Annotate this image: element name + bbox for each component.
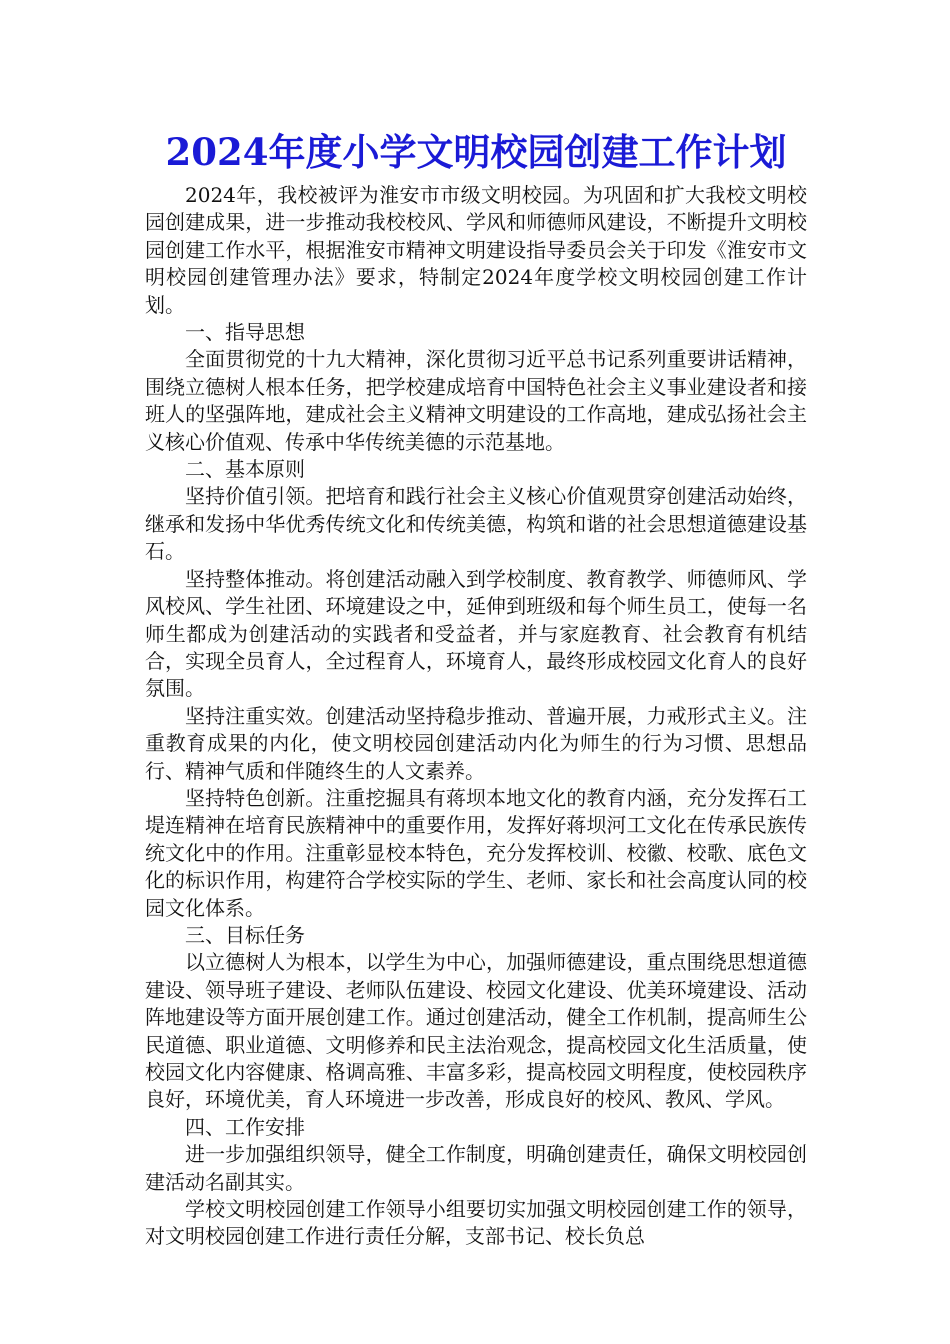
paragraph: 坚持注重实效。创建活动坚持稳步推动、普遍开展，力戒形式主义。注重教育成果的内化，使文明校园创建活动内化为师生的行为习惯、思想品行、精神气质和伴随终生的人文素养。: [145, 703, 807, 783]
document-page: [145, 128, 807, 1251]
paragraph: 坚持价值引领。把培育和践行社会主义核心价值观贯穿创建活动始终，继承和发扬中华优秀传统文化和传统美德，构筑和谐的社会思想道德建设基石。: [145, 484, 807, 564]
paragraph: 坚持特色创新。注重挖掘具有蒋坝本地文化的教育内涵，充分发挥石工堤连精神在培育民族精神中的重要作用，发挥好蒋坝河工文化在传承民族传统文化中的作用。注重彰显校本特色，充分发挥校训、校徽、校歌、底色文化的标识作用，构建符合学校实际的学生、老师、家长和社会高度认同的校园文化体系。: [145, 785, 807, 920]
section-heading-work-arrangement: 四、工作安排: [185, 1114, 305, 1139]
paragraph: 学校文明校园创建工作领导小组要切实加强文明校园创建工作的领导，对文明校园创建工作进行责任分解，支部书记、校长负总: [145, 1197, 807, 1249]
document-body: [145, 182, 807, 1251]
paragraph: 全面贯彻党的十九大精神，深化贯彻习近平总书记系列重要讲话精神，围绕立德树人根本任务，把学校建成培育中国特色社会主义事业建设者和接班人的坚强阵地，建成社会主义精神文明建设的工作高地，建成弘扬社会主义核心价值观、传承中华传统美德的示范基地。: [145, 347, 807, 454]
intro-paragraph: 2024年，我校被评为淮安市市级文明校园。为巩固和扩大我校文明校园创建成果，进一步推动我校校风、学风和师德师风建设，不断提升文明校园创建工作水平，根据淮安市精神文明建设指导委员会关于印发《淮安市文明校园创建管理办法》要求，特制定2024年度学校文明校园创建工作计划。: [145, 183, 807, 317]
paragraph: 坚持整体推动。将创建活动融入到学校制度、教育教学、师德师风、学风校风、学生社团、环境建设之中，延伸到班级和每个师生员工，使每一名师生都成为创建活动的实践者和受益者，并与家庭教育、社会教育有机结合，实现全员育人，全过程育人，环境育人，最终形成校园文化育人的良好氛围。: [145, 566, 807, 701]
document-title: 2024年度小学文明校园创建工作计划: [165, 130, 787, 174]
section-heading-goals-tasks: 三、目标任务: [185, 922, 305, 947]
paragraph: 以立德树人为根本，以学生为中心，加强师德建设，重点围绕思想道德建设、领导班子建设、老师队伍建设、校园文化建设、优美环境建设、活动阵地建设等方面开展创建工作。通过创建活动，健全工作机制，提高师生公民道德、职业道德、文明修养和民主法治观念，提高校园文化生活质量，使校园文化内容健康、格调高雅、丰富多彩，提高校园文明程度，使校园秩序良好，环境优美，育人环境进一步改善，形成良好的校风、教风、学风。: [145, 950, 807, 1112]
section-heading-basic-principles: 二、基本原则: [185, 457, 305, 482]
paragraph: 进一步加强组织领导，健全工作制度，明确创建责任，确保文明校园创建活动名副其实。: [145, 1142, 807, 1194]
section-heading-guiding-ideology: 一、指导思想: [185, 320, 305, 345]
